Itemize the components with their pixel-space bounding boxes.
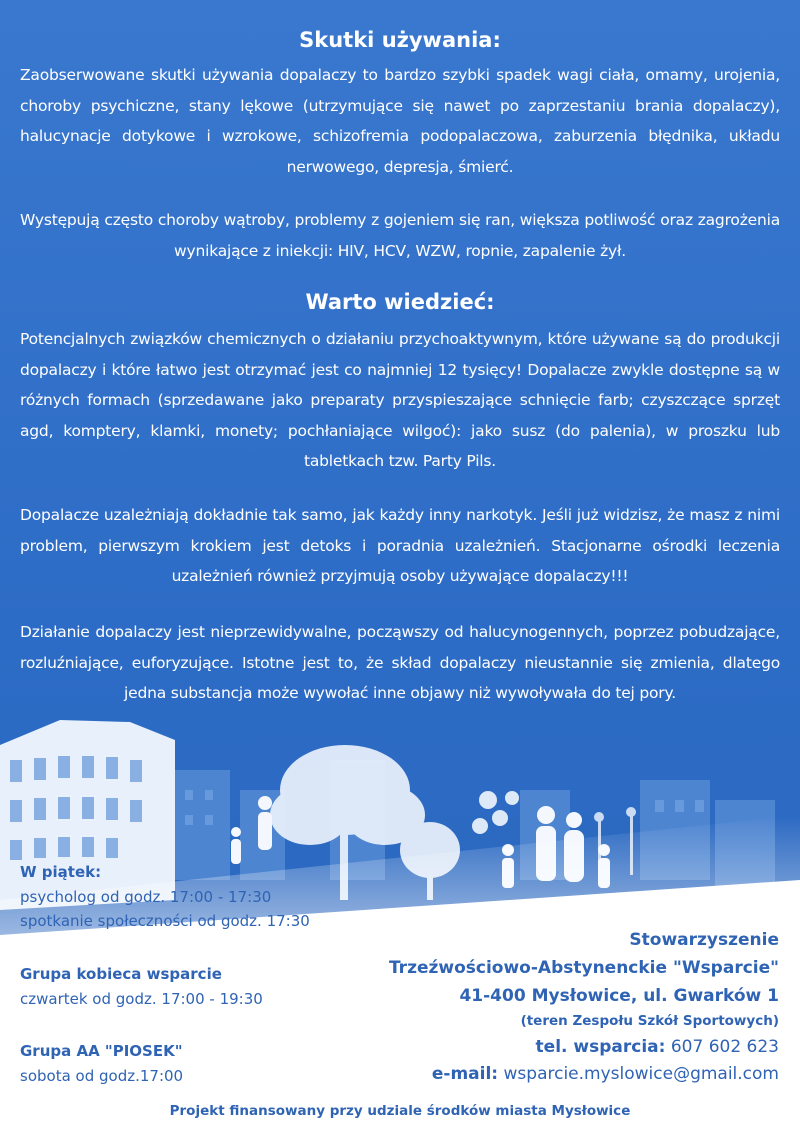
women-group-heading: Grupa kobieca wsparcie xyxy=(20,965,222,983)
org-address: 41-400 Mysłowice, ul. Gwarków 1 xyxy=(459,986,779,1006)
women-group-time: czwartek od godz. 17:00 - 19:30 xyxy=(20,990,263,1008)
funding-footer: Projekt finansowany przy udziale środków miasta Mysłowice xyxy=(169,1103,631,1119)
friday-heading: W piątek: xyxy=(20,863,102,881)
section-title-effects: Skutki używania: xyxy=(299,28,501,52)
section-title-worth-knowing: Warto wiedzieć: xyxy=(305,290,495,314)
effects-paragraph-2: Występują często choroby wątroby, problemy z gojeniem się ran, większa potliwość oraz zagrożenia wynikające z iniekcji: HIV, HCV, WZW, ropnie, zapalenie żył. xyxy=(20,211,780,260)
aa-group-heading: Grupa AA "PIOSEK" xyxy=(20,1042,183,1060)
worth-knowing-paragraph-3: Działanie dopalaczy jest nieprzewidywalne, począwszy od halucynogennych, poprzez pobudzające, rozluźniające, euforyzujące. Istotne jest to, że skład dopalaczy nieustannie się zmienia, dlatego jedna substancja może wywołać inne objawy niż wywoływała do tej pory. xyxy=(20,623,780,702)
org-address-note: (teren Zespołu Szkół Sportowych) xyxy=(520,1013,779,1029)
friday-community-meeting: spotkanie społeczności od godz. 17:30 xyxy=(20,912,310,930)
worth-knowing-paragraph-1: Potencjalnych związków chemicznych o działaniu przychoaktywnym, które używane są do produkcji dopalaczy i które łatwo jest otrzymać jest co najmniej 12 tysięcy! Dopalacze zwykle dostępne są w różnych formach (sprzedawane jako preparaty przyspieszające schnięcie farb; czyszczące sprzęt agd, komptery, klamki, monety; pochłaniające wilgoć): jako susz (do palenia), w proszku lub tabletkach tzw. Party Pils. xyxy=(20,330,780,470)
org-name-line-1: Stowarzyszenie xyxy=(629,930,779,950)
aa-group-time: sobota od godz.17:00 xyxy=(20,1067,184,1085)
effects-paragraph-1: Zaobserwowane skutki używania dopalaczy to bardzo szybki spadek wagi ciała, omamy, urojenia, choroby psychiczne, stany lękowe (utrzymujące się nawet po zaprzestaniu brania dopalaczy), halucynacje dotykowe i wzrokowe, schizofremia podopalaczowa, zaburzenia błędnika, układu nerwowego, depresja, śmierć. xyxy=(20,66,780,176)
email-address[interactable]: wsparcie.myslowice@gmail.com xyxy=(503,1064,779,1084)
org-phone xyxy=(536,1037,779,1057)
email-label: e-mail: xyxy=(431,1064,499,1084)
friday-psychologist: psycholog od godz. 17:00 - 17:30 xyxy=(20,888,272,906)
worth-knowing-paragraph-2: Dopalacze uzależniają dokładnie tak samo, jak każdy inny narkotyk. Jeśli już widzisz, że masz z nimi problem, pierwszym krokiem jest detoks i poradnia uzależnień. Stacjonarne ośrodki leczenia uzależnień również przyjmują osoby używające dopalaczy!!! xyxy=(20,506,780,585)
org-email xyxy=(432,1064,779,1084)
phone-number[interactable]: 607 602 623 xyxy=(670,1037,779,1057)
phone-label: tel. wsparcia: xyxy=(535,1037,666,1057)
org-name-line-2: Trzeźwościowo-Abstynenckie "Wsparcie" xyxy=(388,958,779,978)
